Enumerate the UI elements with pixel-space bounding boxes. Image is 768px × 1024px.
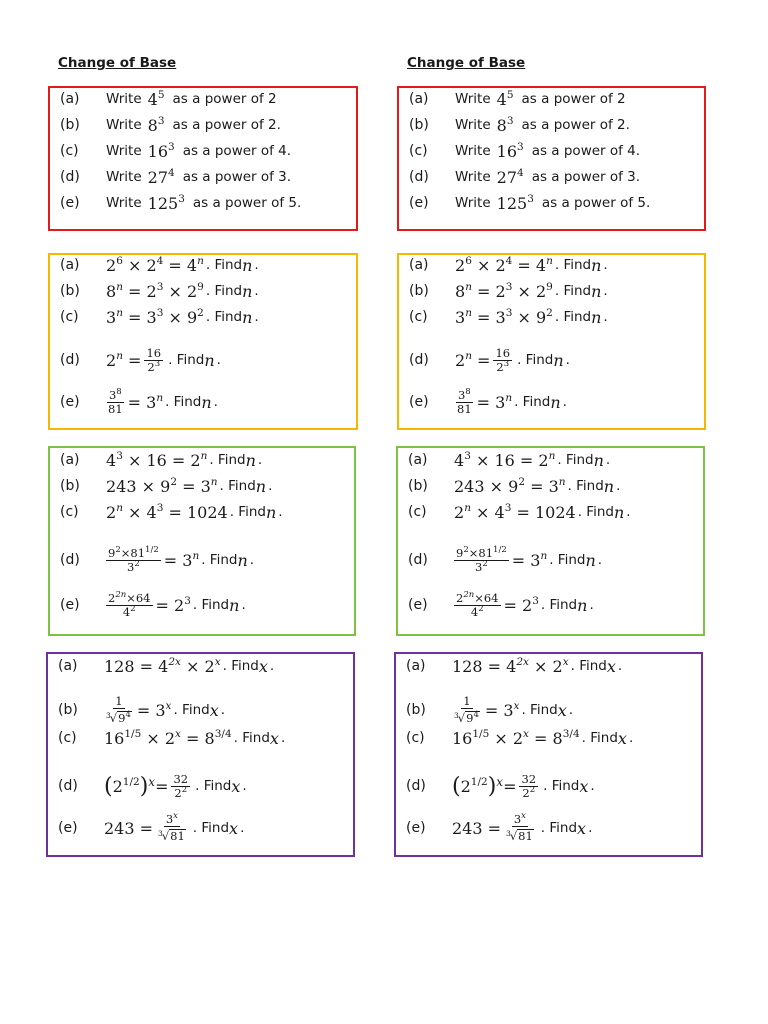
question-label: (c): [60, 504, 79, 520]
equation: $4^3 \times 16 = 2^n$ . Find n .: [454, 449, 611, 470]
question-label: (b): [60, 117, 80, 133]
question-label: (a): [58, 658, 78, 674]
question-text: Write $125^3$ as a power of 5.: [106, 192, 302, 213]
question-label: (c): [406, 730, 425, 746]
equation: ( $2^{1/2}$ ) x = $\frac{32}{2^2}$ . Find x .: [452, 771, 595, 800]
question-label: (c): [409, 143, 428, 159]
question-text: Write $8^3$ as a power of 2.: [106, 114, 281, 135]
question-label: (d): [60, 552, 80, 568]
question-label: (a): [60, 257, 80, 273]
question-row: [396, 766, 701, 806]
question-row: [50, 540, 354, 580]
question-label: (a): [408, 452, 428, 468]
equation: $\frac{2^{2n}\times 64}{4^2}$ = $2^3$ . Find n .: [456, 589, 594, 619]
question-text: Write $27^4$ as a power of 3.: [455, 166, 641, 187]
equation: $2^6 \times 2^4 = 4^n$ . Find n .: [106, 254, 259, 275]
question-label: (b): [409, 283, 429, 299]
question-label: (d): [406, 778, 426, 794]
equation: $2^n$ = $\frac{16}{2^3}$ . Find n .: [106, 345, 221, 374]
equation: $4^3 \times 16 = 2^n$ . Find n .: [106, 449, 263, 470]
question-label: (d): [60, 352, 80, 368]
equation: $8^n = 2^3 \times 2^9$ . Find n .: [455, 280, 608, 301]
question-row: [48, 808, 353, 848]
equation: $8^n = 2^3 \times 2^9$ . Find n .: [106, 280, 259, 301]
question-row: [399, 385, 704, 419]
question-label: (c): [58, 730, 77, 746]
question-label: (b): [409, 117, 429, 133]
question-row: [50, 343, 356, 377]
equation: ( $2^{1/2}$ ) x = $\frac{32}{2^2}$ . Find x .: [104, 771, 247, 800]
question-label: (a): [406, 658, 426, 674]
question-label: (e): [60, 597, 80, 613]
question-label: (c): [408, 504, 427, 520]
equation: $128 = 4^{2x} \times 2^x$ . Find x .: [104, 655, 275, 676]
question-row: [398, 587, 703, 623]
question-label: (b): [406, 702, 426, 718]
question-text: Write $16^3$ as a power of 4.: [106, 140, 292, 161]
question-label: (e): [58, 820, 78, 836]
question-label: (d): [408, 552, 428, 568]
question-row: [48, 690, 353, 730]
equation: $\frac{2^{2n}\times 64}{4^2}$ = $2^3$ . Find n .: [108, 589, 246, 619]
page-heading: Change of Base: [407, 55, 526, 71]
question-box-find-n-basic: [48, 253, 358, 430]
question-box-find-n-basic: [397, 253, 706, 430]
question-row: [50, 587, 354, 623]
question-label: (b): [60, 478, 80, 494]
equation: $2^6 \times 2^4 = 4^n$ . Find n .: [455, 254, 608, 275]
equation: $2^n$ = $\frac{16}{2^3}$ . Find n .: [455, 345, 570, 374]
question-text: Write $16^3$ as a power of 4.: [455, 140, 641, 161]
question-row: [396, 690, 701, 730]
question-label: (e): [406, 820, 426, 836]
question-text: Write $4^5$ as a power of 2: [455, 88, 626, 109]
question-box-write-as-power: [48, 86, 358, 231]
equation: $\frac{9^2\times 81^{1/2}}{3^2}$ = $3^n$ . Find n .: [108, 544, 255, 574]
equation: $243 \times 9^2 = 3^n$ . Find n .: [454, 475, 621, 496]
equation: $243 \times 9^2 = 3^n$ . Find n .: [106, 475, 273, 496]
question-label: (e): [60, 195, 80, 211]
equation: $3^n = 3^3 \times 9^2$ . Find n .: [106, 306, 259, 327]
equation: $128 = 4^{2x} \times 2^x$ . Find x .: [452, 655, 623, 676]
question-text: Write $125^3$ as a power of 5.: [455, 192, 651, 213]
question-box-find-x: [394, 652, 703, 857]
question-label: (a): [409, 257, 429, 273]
question-text: Write $27^4$ as a power of 3.: [106, 166, 292, 187]
question-row: [50, 385, 356, 419]
question-label: (b): [408, 478, 428, 494]
equation: $2^n \times 4^3 = 1024$ . Find n .: [454, 501, 631, 522]
question-label: (d): [60, 169, 80, 185]
question-label: (a): [409, 91, 429, 107]
equation: $16^{1/5} \times 2^x = 8^{3/4}$ . Find x .: [104, 727, 286, 748]
question-label: (a): [60, 452, 80, 468]
question-label: (e): [60, 394, 80, 410]
equation: $\frac{9^2\times 81^{1/2}}{3^2}$ = $3^n$ . Find n .: [456, 544, 603, 574]
equation: $3^n = 3^3 \times 9^2$ . Find n .: [455, 306, 608, 327]
equation: 243 = $\frac{3^x}{^3√81}$ . Find x .: [452, 811, 593, 843]
question-label: (d): [409, 352, 429, 368]
equation: $16^{1/5} \times 2^x = 8^{3/4}$ . Find x .: [452, 727, 634, 748]
question-label: (e): [408, 597, 428, 613]
equation: 243 = $\frac{3^x}{^3√81}$ . Find x .: [104, 811, 245, 843]
question-text: Write $8^3$ as a power of 2.: [455, 114, 630, 135]
question-label: (d): [58, 778, 78, 794]
equation: $\frac{3^8}{81}$ = $3^n$ . Find n .: [457, 386, 567, 416]
question-text: Write $4^5$ as a power of 2: [106, 88, 277, 109]
equation: $\frac{1}{^3√9^4}$ = $3^x$ . Find x .: [454, 694, 574, 725]
question-label: (b): [58, 702, 78, 718]
question-label: (c): [60, 309, 79, 325]
equation: $2^n \times 4^3 = 1024$ . Find n .: [106, 501, 283, 522]
question-label: (c): [60, 143, 79, 159]
question-row: [398, 540, 703, 580]
equation: $\frac{3^8}{81}$ = $3^n$ . Find n .: [108, 386, 218, 416]
question-label: (e): [409, 195, 429, 211]
question-row: [48, 766, 353, 806]
question-label: (d): [409, 169, 429, 185]
question-box-find-x: [46, 652, 355, 857]
question-box-write-as-power: [397, 86, 706, 231]
question-box-find-n-advanced: [396, 446, 705, 636]
question-label: (a): [60, 91, 80, 107]
question-label: (e): [409, 394, 429, 410]
question-row: [399, 343, 704, 377]
question-box-find-n-advanced: [48, 446, 356, 636]
question-label: (c): [409, 309, 428, 325]
page-heading: Change of Base: [58, 55, 177, 71]
equation: $\frac{1}{^3√9^4}$ = $3^x$ . Find x .: [106, 694, 226, 725]
question-row: [396, 808, 701, 848]
question-label: (b): [60, 283, 80, 299]
